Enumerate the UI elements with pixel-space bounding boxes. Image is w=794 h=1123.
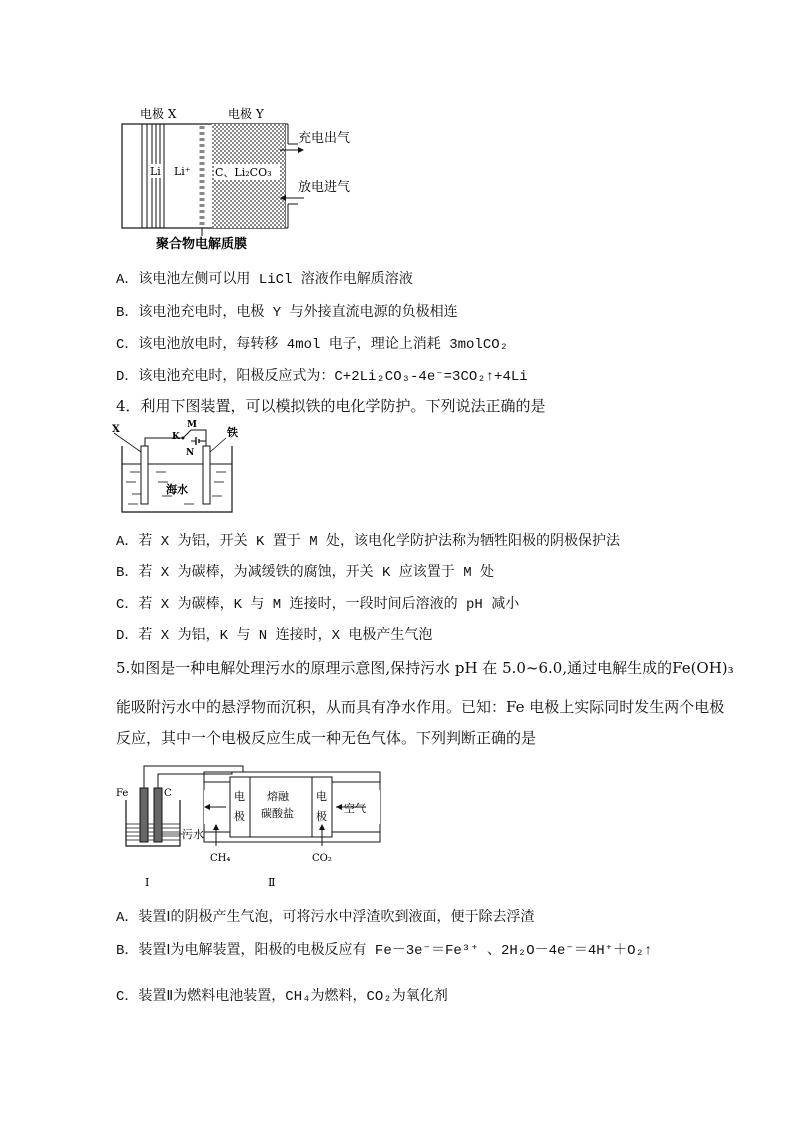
electrode-y-label: 电极 Y [228, 107, 264, 121]
wastewater-label: 污水 [182, 828, 204, 841]
seawater-label: 海水 [166, 483, 188, 496]
wastewater-electrolysis-diagram [112, 760, 382, 892]
q5-option-c: C．装置Ⅱ为燃料电池装置，CH₄为燃料，CO₂为氧化剂 [116, 989, 448, 1005]
electrode-x [141, 446, 148, 504]
electrode-label-right-1: 电 [316, 790, 327, 803]
battery-diagram [118, 104, 368, 252]
fe-label: Fe [116, 788, 129, 799]
li-label: Li [150, 165, 161, 178]
ch4-in-arrow [213, 824, 219, 830]
q3-option-a: A．该电池左侧可以用 LiCl 溶液作电解质溶液 [116, 272, 413, 288]
charge-out-label: 充电出气 [298, 131, 351, 146]
switch-k [183, 430, 191, 438]
switch-k-label: K [172, 432, 180, 442]
c-electrode [154, 788, 162, 842]
q5-stem-line1: 5.如图是一种电解处理污水的原理示意图,保持污水 pH 在 5.0~6.0,通过电解生成的Fe(OH)₃ [116, 659, 734, 677]
q4-stem: 4．利用下图装置，可以模拟铁的电化学防护。下列说法正确的是 [116, 397, 546, 415]
electrode-label-left-2: 极 [234, 810, 245, 823]
fe-electrode [140, 788, 148, 842]
q5-stem-line3: 反应，其中一个电极反应生成一种无色气体。下列判断正确的是 [116, 729, 537, 747]
c-label: C [164, 788, 172, 799]
q5-option-b: B．装置Ⅰ为电解装置，阳极的电极反应有 Fe－3e⁻＝Fe³⁺ 、2H₂O－4e⁻＝4H⁺＋O₂↑ [116, 943, 653, 959]
device-1-label: Ⅰ [145, 876, 150, 889]
contact-n-label: N [186, 448, 195, 458]
electrode-x-label: X [112, 424, 120, 435]
contact-m-label: M [187, 420, 197, 430]
q4-option-d: D．若 X 为铝，K 与 N 连接时，X 电极产生气泡 [116, 628, 433, 644]
electrode-label-left-1: 电 [234, 790, 245, 803]
electrode-label-right-2: 极 [316, 810, 327, 823]
device-2-label: Ⅱ [268, 876, 276, 889]
iron-label: 铁 [227, 426, 238, 439]
left-electrode [230, 777, 250, 837]
q4-option-b: B．若 X 为碳棒，为减缓铁的腐蚀，开关 K 应该置于 M 处 [116, 565, 495, 581]
membrane-label: 聚合物电解质膜 [156, 237, 248, 252]
co2-label: CO₂ [312, 853, 332, 864]
molten-label-1: 熔融 [267, 790, 289, 803]
iron-protection-diagram [112, 416, 252, 520]
iron-electrode [203, 446, 210, 504]
q4-option-a: A．若 X 为铝，开关 K 置于 M 处，该电化学防护法称为牺牲阳极的阴极保护法 [116, 534, 621, 550]
air-in-arrow [336, 804, 342, 810]
q4-option-c: C．若 X 为碳棒，K 与 M 连接时，一段时间后溶液的 pH 减小 [116, 597, 520, 613]
air-label: 空气 [344, 802, 366, 815]
ch4-label: CH₄ [210, 853, 231, 864]
li-ion-label: Li⁺ [174, 165, 191, 178]
discharge-in-label: 放电进气 [298, 180, 351, 195]
c-li2co3-label: C、Li₂CO₃ [215, 166, 272, 179]
electrode-x-label: 电极 X [140, 107, 177, 121]
q3-option-b: B．该电池充电时，电极 Y 与外接直流电源的负极相连 [116, 305, 458, 321]
q3-option-d: D．该电池充电时，阳极反应式为：C+2Li₂CO₃-4e⁻=3CO₂↑+4Li [116, 369, 528, 385]
q5-stem-line2: 能吸附污水中的悬浮物而沉积，从而具有净水作用。已知：Fe 电极上实际同时发生两个电极 [116, 698, 725, 716]
q3-option-c: C．该电池放电时，每转移 4mol 电子，理论上消耗 3molCO₂ [116, 337, 509, 353]
q5-option-a: A．装置Ⅰ的阴极产生气泡，可将污水中浮渣吹到液面，便于除去浮渣 [116, 910, 535, 926]
molten-label-2: 碳酸盐 [261, 807, 294, 820]
